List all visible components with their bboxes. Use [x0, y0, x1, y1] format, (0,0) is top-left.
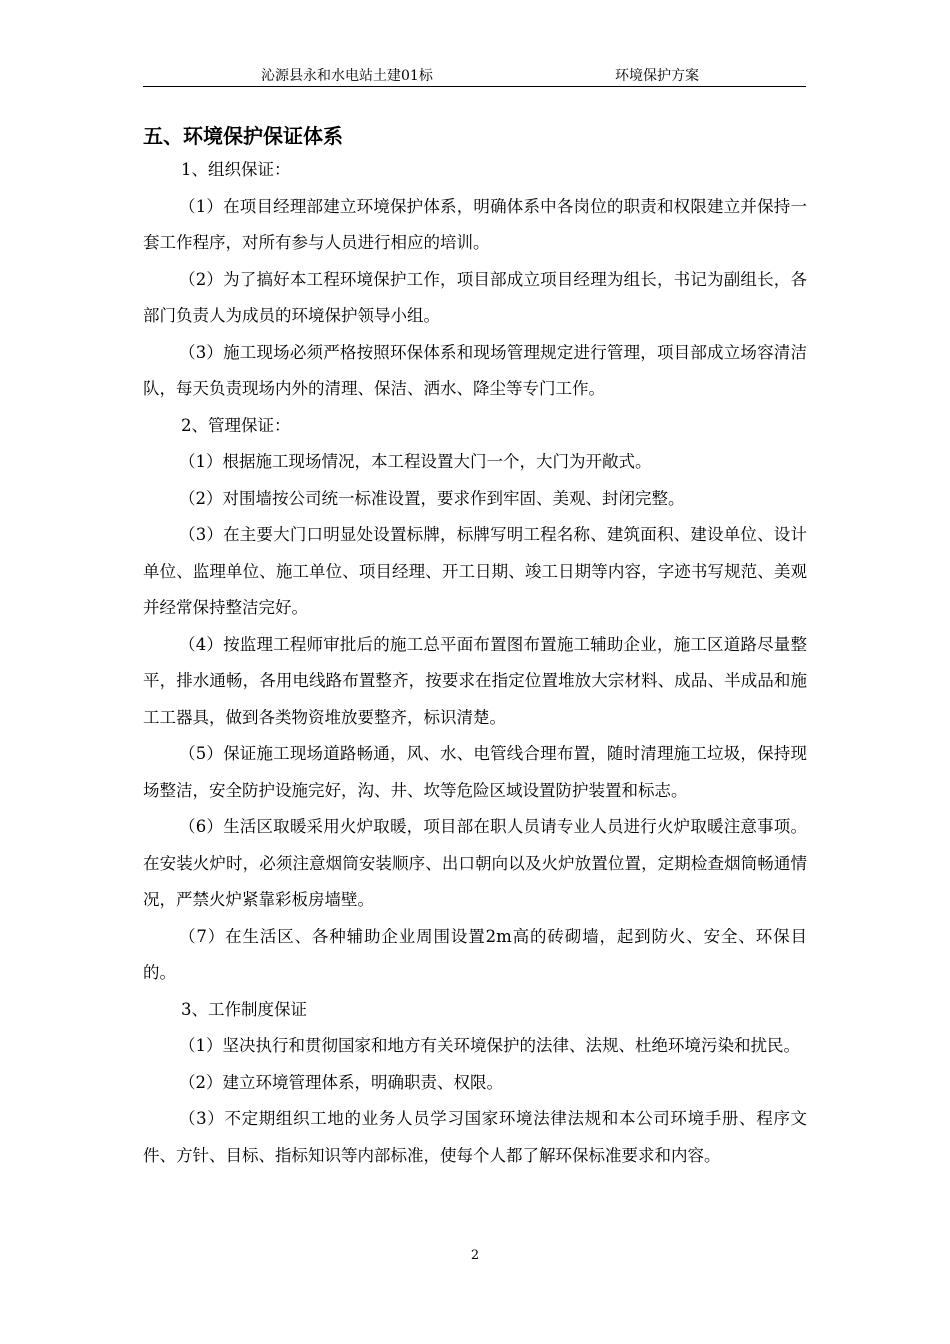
paragraph: （1）坚决执行和贯彻国家和地方有关环境保护的法律、法规、杜绝环境污染和扰民。	[179, 1036, 800, 1055]
page-header	[143, 62, 806, 87]
paragraph: （7）在生活区、各种辅助企业周围设置2m高的砖砌墙，起到防火、安全、环保目的。	[143, 926, 807, 982]
subsection-heading-work-system: 3、工作制度保证	[181, 999, 307, 1019]
header-document-title: 环境保护方案	[615, 68, 699, 84]
paragraph: （2）建立环境管理体系，明确职责、权限。	[179, 1072, 503, 1092]
paragraph: （6）生活区取暖采用火炉取暖，项目部在职人员请专业人员进行火炉取暖注意事项。在安装火炉时，必须注意烟筒安装顺序、出口朝向以及火炉放置位置，定期检查烟筒畅通情况，严禁火炉紧靠彩板房墙壁。	[143, 817, 807, 909]
paragraph: （2）为了搞好本工程环境保护工作，项目部成立项目经理为组长，书记为副组长，各部门负责人为成员的环境保护领导小组。	[143, 269, 807, 325]
paragraph: （3）在主要大门口明显处设置标牌，标牌写明工程名称、建筑面积、建设单位、设计单位、监理单位、施工单位、项目经理、开工日期、竣工日期等内容，字迹书写规范、美观并经常保持整洁完好。	[143, 525, 807, 617]
page-number: 2	[470, 1248, 480, 1263]
paragraph: （5）保证施工现场道路畅通，风、水、电管线合理布置，随时清理施工垃圾，保持现场整洁，安全防护设施完好，沟、井、坎等危险区域设置防护装置和标志。	[143, 744, 807, 800]
paragraph: （3）不定期组织工地的业务人员学习国家环境法律法规和本公司环境手册、程序文件、方针、目标、指标知识等内部标准，使每个人都了解环保标准要求和内容。	[143, 1109, 807, 1165]
header-project-name: 沁源县永和水电站土建01标	[261, 68, 433, 84]
subsection-heading-organization: 1、组织保证：	[181, 160, 291, 179]
subsection-heading-management: 2、管理保证：	[181, 415, 291, 435]
paragraph: （3）施工现场必须严格按照环保体系和现场管理规定进行管理，项目部成立场容清洁队，每天负责现场内外的清理、保洁、洒水、降尘等专门工作。	[143, 342, 807, 398]
paragraph: （4）按监理工程师审批后的施工总平面布置图布置施工辅助企业，施工区道路尽量整平，排水通畅，各用电线路布置整齐，按要求在指定位置堆放大宗材料、成品、半成品和施工工器具，做到各类物资堆放要整齐，标识清楚。	[143, 634, 807, 727]
document-body	[143, 120, 807, 1174]
paragraph: （2）对围墙按公司统一标准设置，要求作到牢固、美观、封闭完整。	[179, 488, 685, 508]
section-title: 五、环境保护保证体系	[143, 124, 343, 148]
paragraph: （1）在项目经理部建立环境保护体系，明确体系中各岗位的职责和权限建立并保持一套工作程序，对所有参与人员进行相应的培训。	[143, 196, 807, 252]
paragraph: （1）根据施工现场情况，本工程设置大门一个，大门为开敞式。	[179, 452, 652, 471]
